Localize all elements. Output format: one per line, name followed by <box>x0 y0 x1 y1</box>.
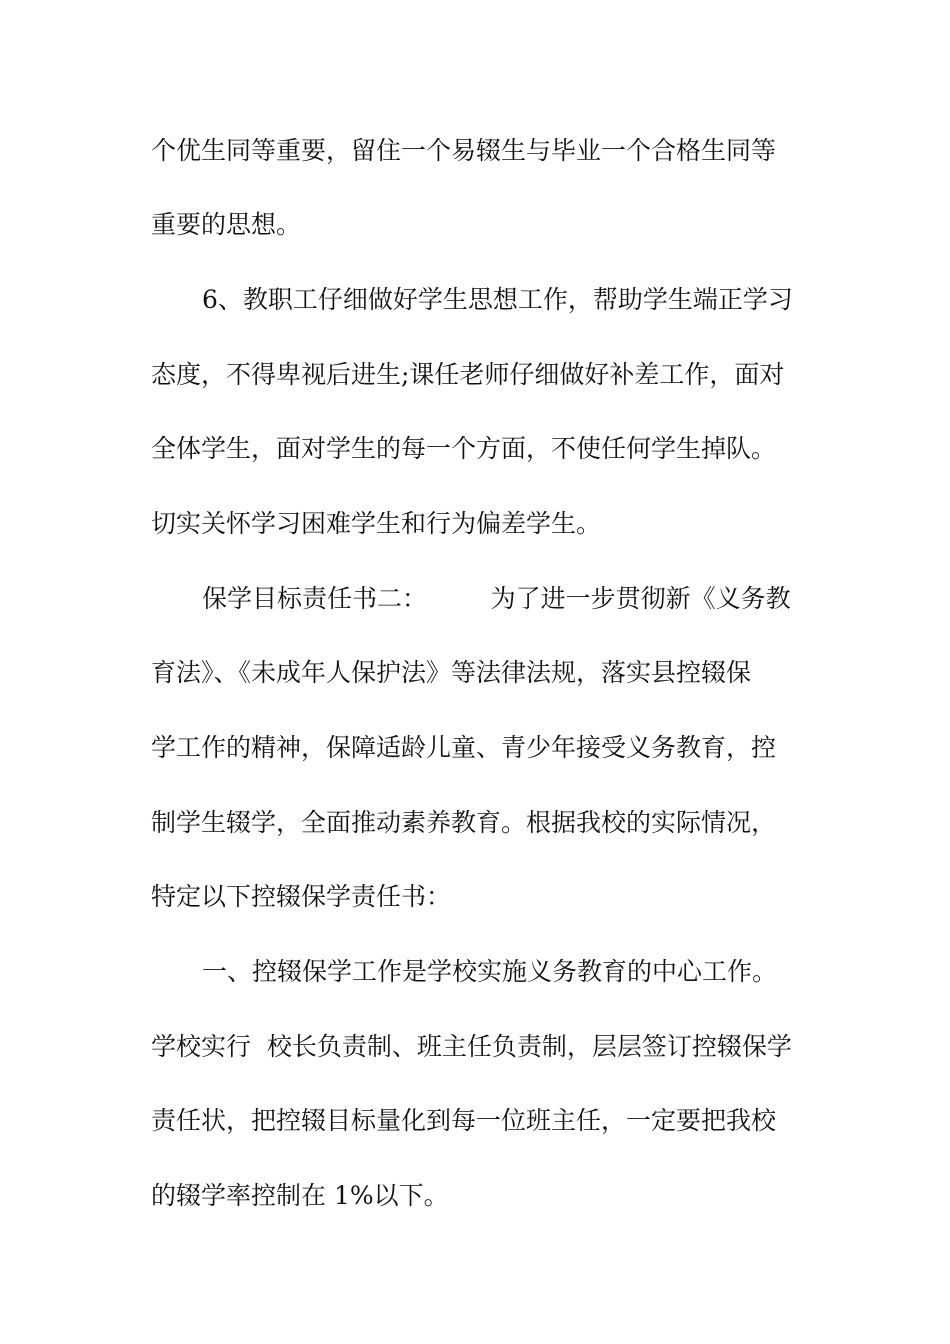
paragraph-start-line: 保学目标责任书二： 为了进一步贯彻新《义务教 <box>202 584 791 613</box>
text-line: 切实关怀学习困难学生和行为偏差学生。 <box>151 509 602 538</box>
text-line: 育法》、《未成年人保护法》等法律法规，落实县控辍保 <box>151 658 752 687</box>
text-line: 制学生辍学，全面推动素养教育。根据我校的实际情况， <box>151 808 777 837</box>
text-line: 学工作的精神，保障适龄儿童、青少年接受义务教育，控 <box>151 733 777 762</box>
text-line: 重要的思想。 <box>151 210 302 239</box>
text-line: 个优生同等重要，留住一个易辍生与毕业一个合格生同等 <box>151 136 777 165</box>
text-line: 特定以下控辍保学责任书： <box>151 882 452 911</box>
text-line: 责任状，把控辍目标量化到每一位班主任，一定要把我校 <box>151 1106 777 1135</box>
text-line: 的辍学率控制在 1%以下。 <box>151 1181 449 1210</box>
paragraph-start-line: 6、教职工仔细做好学生思想工作，帮助学生端正学习 <box>202 285 793 314</box>
text-line: 全体学生，面对学生的每一个方面，不使任何学生掉队。 <box>151 434 777 463</box>
paragraph-start-line: 一、控辍保学工作是学校实施义务教育的中心工作。 <box>202 957 778 986</box>
text-line: 态度，不得卑视后进生;课任老师仔细做好补差工作，面对 <box>151 360 785 389</box>
text-line: 学校实行 校长负责制、班主任负责制，层层签订控辍保学 <box>151 1032 792 1061</box>
